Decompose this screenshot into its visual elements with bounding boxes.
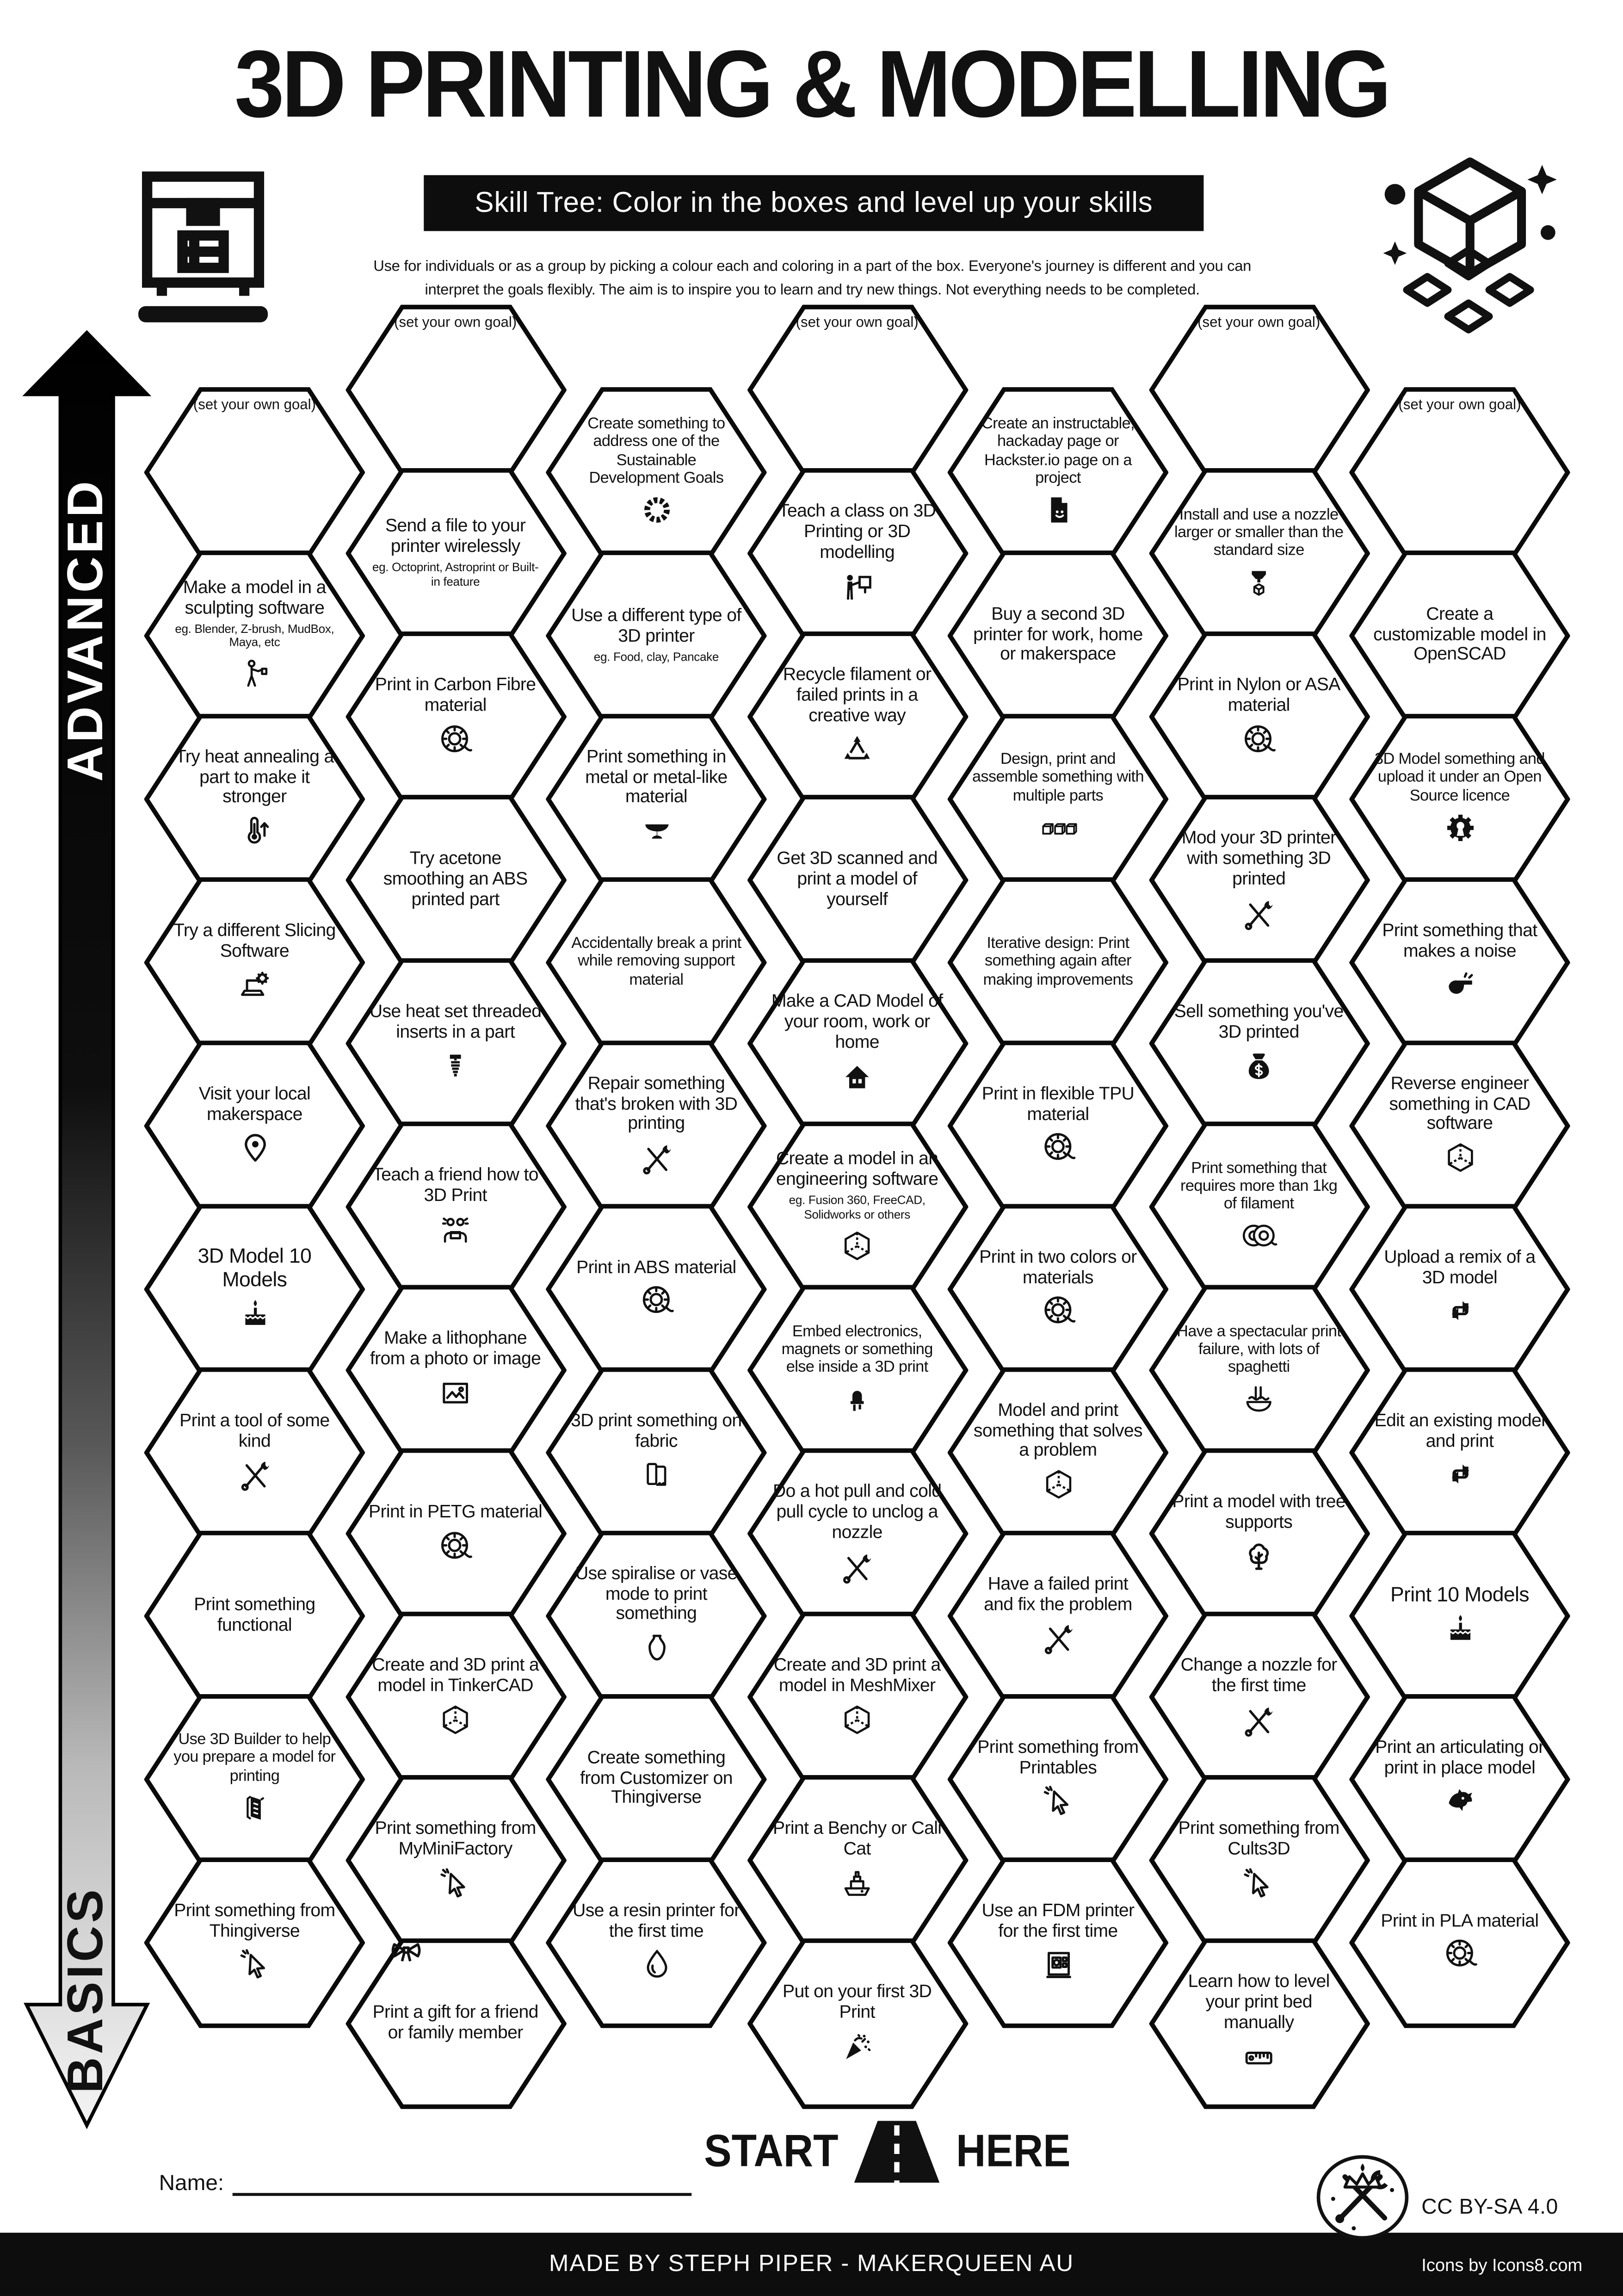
skill-hexagon[interactable] xyxy=(546,1530,766,1701)
filament-spool-icon xyxy=(638,1282,675,1319)
hexagon-content xyxy=(144,386,365,557)
skill-label: Create a customizable model in OpenSCAD xyxy=(1373,603,1546,665)
two-people-laptop-icon xyxy=(437,1211,474,1248)
cube-icon xyxy=(839,1701,876,1738)
skill-label: Put on your first 3D Print xyxy=(783,1981,932,2023)
skill-hexagon[interactable] xyxy=(345,1121,566,1292)
skill-hexagon[interactable] xyxy=(345,795,566,965)
goal-hexagon[interactable] xyxy=(345,305,566,476)
hexagon-content xyxy=(546,386,766,557)
description-line: interpret the goals flexibly. The aim is to inspire you to learn and try new things. Not everything needs to be completed. xyxy=(425,282,1200,298)
skill-hexagon[interactable] xyxy=(144,1857,365,2027)
skill-hexagon[interactable] xyxy=(1349,1367,1570,1537)
skill-label: (set your own goal) xyxy=(796,315,919,331)
skill-label: Create a model in an engineering software xyxy=(776,1148,938,1190)
hexagon-content xyxy=(1148,468,1369,639)
cube-icon xyxy=(1441,1139,1478,1176)
cursor-icon xyxy=(1240,1864,1277,1901)
hexagon-content xyxy=(1148,1938,1369,2109)
filament-spool-icon xyxy=(437,1528,474,1565)
printer-icon xyxy=(1040,1946,1077,1983)
filament-spool-icon xyxy=(1441,1936,1478,1973)
skill-hexagon[interactable] xyxy=(1148,795,1369,965)
skill-label: Print something from MyMiniFactory xyxy=(375,1818,536,1859)
hexagon-content xyxy=(948,1040,1168,1211)
photo-icon xyxy=(437,1374,474,1411)
skill-label: (set your own goal) xyxy=(394,315,517,331)
hexagon-content xyxy=(747,958,968,1129)
hexagon-content xyxy=(1349,877,1570,1047)
hexagon-content xyxy=(948,713,1168,884)
led-icon xyxy=(839,1381,876,1418)
skill-hexagon[interactable] xyxy=(345,631,566,802)
skill-label: (set your own goal) xyxy=(1197,315,1321,331)
skill-hexagon[interactable] xyxy=(1349,1530,1570,1701)
skill-label: Have a failed print and fix the problem xyxy=(984,1572,1132,1614)
skill-hexagon[interactable] xyxy=(345,468,566,639)
skill-hexagon[interactable] xyxy=(948,1203,1168,1374)
hexagon-content xyxy=(345,1612,566,1782)
skill-hexagon[interactable] xyxy=(747,1121,968,1292)
skill-label: Use 3D Builder to help you prepare a model for printing xyxy=(173,1731,336,1785)
skill-label: Model and print something that solves a problem xyxy=(973,1399,1142,1461)
hexagon-content xyxy=(1349,386,1570,557)
skill-label: Print in two colors or materials xyxy=(979,1246,1137,1287)
start-label: START xyxy=(704,2126,839,2176)
hexagon-content xyxy=(948,877,1168,1047)
skill-hexagon[interactable] xyxy=(747,958,968,1129)
skill-label: Print a gift for a friend or family member xyxy=(372,2002,538,2043)
skill-label: Visit your local makerspace xyxy=(198,1083,311,1124)
skill-label: 3D Model something and upload it under an Open Source licence xyxy=(1374,751,1545,805)
skill-label: Print something functional xyxy=(194,1593,315,1634)
skill-label: Print in PETG material xyxy=(369,1501,543,1522)
cake-icon xyxy=(236,1296,273,1333)
hexagon-content xyxy=(948,1693,1168,1864)
skill-hexagon[interactable] xyxy=(1349,1857,1570,2027)
skill-hexagon[interactable] xyxy=(345,1775,566,1946)
tools-icon xyxy=(638,1139,675,1176)
tools-icon xyxy=(839,1548,876,1585)
laptop-gear-icon xyxy=(236,966,273,1003)
skill-hexagon[interactable] xyxy=(1148,1448,1369,1619)
money-bag-icon xyxy=(1240,1048,1277,1085)
filament-spool-icon xyxy=(1040,1293,1077,1330)
hexagon-content xyxy=(345,468,566,639)
skill-label: Send a file to your printer wirelessly xyxy=(385,515,526,557)
skill-label: Print something that requires more than 1kg of filament xyxy=(1180,1159,1338,1213)
skill-hexagon[interactable] xyxy=(1148,468,1369,639)
builder-3d-icon xyxy=(236,1789,273,1826)
subtitle-text: Skill Tree: Color in the boxes and level up your skills xyxy=(475,186,1153,219)
threaded-insert-icon xyxy=(437,1048,474,1085)
skill-hexagon[interactable] xyxy=(948,1530,1168,1701)
hexagon-content xyxy=(345,1938,566,2109)
skill-hexagon[interactable] xyxy=(345,958,566,1129)
cube-icon xyxy=(839,1227,876,1264)
hexagon-content xyxy=(144,1040,365,1211)
hexagon-content xyxy=(345,1775,566,1946)
hexagon-content xyxy=(747,1612,968,1782)
skill-hexagon[interactable] xyxy=(1148,1285,1369,1455)
skill-sublabel: eg. Blender, Z-brush, MudBox, Maya, etc xyxy=(175,622,334,650)
skill-hexagon[interactable] xyxy=(345,1448,566,1619)
skill-hexagon[interactable] xyxy=(144,1693,365,1864)
road-icon xyxy=(855,2121,940,2183)
hexagon-content xyxy=(1148,1285,1369,1455)
skill-label: Use spiralise or vase mode to print something xyxy=(575,1562,737,1624)
skill-hexagon[interactable] xyxy=(1148,1938,1369,2109)
hexagon-content xyxy=(948,1367,1168,1537)
hexagon-content xyxy=(546,550,766,720)
skill-label: Use an FDM printer for the first time xyxy=(981,1899,1135,1941)
skill-label: Print a Benchy or Cali Cat xyxy=(772,1818,942,1859)
hexagon-content xyxy=(747,305,968,476)
tree-icon xyxy=(1240,1538,1277,1575)
hexagon-content xyxy=(1148,1448,1369,1619)
skill-label: Teach a class on 3D Printing or 3D modelling xyxy=(778,501,936,563)
filament-spool-icon xyxy=(437,721,474,758)
skill-hexagon[interactable] xyxy=(144,1203,365,1374)
hexagon-content xyxy=(1148,795,1369,965)
name-label: Name: xyxy=(159,2171,224,2196)
skill-label: Make a model in a sculpting software xyxy=(183,576,326,618)
hexagon-content xyxy=(546,1367,766,1537)
skill-hexagon[interactable] xyxy=(546,1857,766,2027)
remix-icon xyxy=(1441,1456,1478,1493)
cursor-icon xyxy=(437,1864,474,1901)
hexagon-content xyxy=(345,958,566,1129)
skill-hexagon[interactable] xyxy=(1349,713,1570,884)
skill-hexagon[interactable] xyxy=(948,1857,1168,2027)
hexagon-content xyxy=(747,1448,968,1619)
skill-label: Create an instructable, hackaday page or Hackster.io page on a project xyxy=(981,415,1135,487)
skill-label: Print in Carbon Fibre material xyxy=(375,674,536,716)
tools-icon xyxy=(1040,1620,1077,1657)
skill-label: Print something from Printables xyxy=(977,1736,1139,1777)
skill-hexagon[interactable] xyxy=(144,1530,365,1701)
recycle-icon xyxy=(839,731,876,768)
skill-label: Use a different type of 3D printer xyxy=(571,604,741,646)
skill-label: Embed electronics, magnets or something else inside a 3D print xyxy=(781,1323,933,1376)
skill-label: 3D Model 10 Models xyxy=(197,1243,312,1290)
hexagon-content xyxy=(948,1857,1168,2027)
skill-hexagon[interactable] xyxy=(1349,550,1570,720)
skill-label: Make a CAD Model of your room, work or home xyxy=(771,990,943,1052)
skill-label: Upload a remix of a 3D model xyxy=(1384,1246,1536,1287)
start-here xyxy=(704,2121,1070,2183)
hexagon-content xyxy=(144,550,365,720)
resin-drop-icon xyxy=(638,1946,675,1983)
makerqueen-logo-icon xyxy=(1315,2155,1410,2240)
license-label: CC BY-SA 4.0 xyxy=(1421,2196,1558,2220)
skill-hexagon[interactable] xyxy=(546,1203,766,1374)
skill-label: Accidentally break a print while removing support material xyxy=(571,934,741,989)
skill-label: Iterative design: Print something again after making improvements xyxy=(983,934,1133,989)
skill-label: Repair something that's broken with 3D printing xyxy=(575,1072,738,1134)
skill-hexagon[interactable] xyxy=(144,550,365,720)
fabric-icon xyxy=(638,1456,675,1493)
skill-label: Make a lithophane from a photo or image xyxy=(370,1327,541,1369)
open-source-icon xyxy=(1441,809,1478,846)
skill-hexagon[interactable] xyxy=(546,877,766,1047)
hexagon-content xyxy=(144,1530,365,1701)
hexagon-content xyxy=(1349,1857,1570,2027)
hexagon-content xyxy=(1148,1775,1369,1946)
advanced-label: ADVANCED xyxy=(58,478,114,782)
name-input[interactable] xyxy=(233,2166,692,2196)
hexagon-content xyxy=(546,1530,766,1701)
sculptor-icon xyxy=(236,655,273,692)
cubes-icon xyxy=(1040,809,1077,846)
skill-hexagon[interactable] xyxy=(747,468,968,639)
cake-icon xyxy=(1441,1611,1478,1648)
skill-hexagon[interactable] xyxy=(546,1040,766,1211)
skill-hexagon[interactable] xyxy=(948,1040,1168,1211)
skill-hexagon[interactable] xyxy=(1148,1612,1369,1782)
skill-label: Have a spectacular print failure, with lots of spaghetti xyxy=(1177,1323,1341,1376)
skill-label: Use a resin printer for the first time xyxy=(573,1899,740,1941)
skill-hexagon[interactable] xyxy=(747,795,968,965)
skill-label: Print something that makes a noise xyxy=(1382,919,1537,960)
hexagon-content xyxy=(1349,1203,1570,1374)
skill-label: Print a model with tree supports xyxy=(1172,1491,1345,1532)
ruler-icon xyxy=(1240,2038,1277,2075)
skill-hexagon[interactable] xyxy=(948,386,1168,557)
skill-hexagon[interactable] xyxy=(1148,1775,1369,1946)
hexagon-content xyxy=(546,1857,766,2027)
hexagon-content xyxy=(1148,631,1369,802)
skill-hexagon[interactable] xyxy=(546,550,766,720)
skill-label: Install and use a nozzle larger or smaller than the standard size xyxy=(1174,506,1344,560)
cursor-icon xyxy=(1040,1783,1077,1820)
hexagon-content xyxy=(144,1367,365,1537)
skill-label: Reverse engineer something in CAD software xyxy=(1389,1072,1530,1134)
skill-label: Do a hot pull and cold pull cycle to unclog a nozzle xyxy=(772,1480,942,1542)
hexagon-content xyxy=(1349,713,1570,884)
hexagon-content xyxy=(948,1530,1168,1701)
hexagon-content xyxy=(747,1775,968,1946)
skill-label: (set your own goal) xyxy=(1398,396,1521,413)
skill-hexagon[interactable] xyxy=(747,1775,968,1946)
skill-hexagon[interactable] xyxy=(345,1938,566,2109)
skill-label: Try a different Slicing Software xyxy=(173,919,336,960)
hexagon-content xyxy=(1349,1040,1570,1211)
hexagon-content xyxy=(1349,1693,1570,1864)
map-pin-icon xyxy=(236,1129,273,1166)
goal-hexagon[interactable] xyxy=(1349,386,1570,557)
whistle-icon xyxy=(1441,966,1478,1003)
teacher-icon xyxy=(839,568,876,605)
hexagon-content xyxy=(1148,1121,1369,1292)
skill-label: Recycle filament or failed prints in a creative way xyxy=(783,664,932,726)
skill-label: Print in PLA material xyxy=(1381,1910,1539,1931)
skill-label: Design, print and assemble something with multiple parts xyxy=(972,751,1144,805)
skill-label: Create and 3D print a model in TinkerCAD xyxy=(372,1654,539,1696)
hexagon-content xyxy=(546,1040,766,1211)
skill-label: Print something from Thingiverse xyxy=(174,1899,335,1941)
hexagon-content xyxy=(144,713,365,884)
dragon-icon xyxy=(1441,1783,1478,1820)
icons-credit: Icons by Icons8.com xyxy=(1421,2254,1583,2276)
skill-label: Print 10 Models xyxy=(1390,1581,1529,1605)
skill-hexagon[interactable] xyxy=(747,1938,968,2109)
skill-hexagon[interactable] xyxy=(1349,1693,1570,1864)
skill-hexagon[interactable] xyxy=(144,877,365,1047)
skill-hexagon[interactable] xyxy=(144,713,365,884)
skill-label: Buy a second 3D printer for work, home or makerspace xyxy=(973,603,1143,665)
cube-icon xyxy=(437,1701,474,1738)
skill-label: Use heat set threaded inserts in a part xyxy=(369,1001,542,1042)
skill-label: Get 3D scanned and print a model of yourself xyxy=(777,848,938,910)
hexagon-content xyxy=(1349,550,1570,720)
skill-label: Create something from Customizer on Thingiverse xyxy=(580,1746,733,1808)
skill-label: Try acetone smoothing an ABS printed part xyxy=(383,848,528,910)
hexagon-content xyxy=(546,1203,766,1374)
hexagon-content xyxy=(345,305,566,476)
skill-label: Create and 3D print a model in MeshMixer xyxy=(773,1654,941,1696)
skill-label: Print in flexible TPU material xyxy=(981,1083,1135,1124)
name-row xyxy=(159,2166,692,2196)
skill-hexagon[interactable] xyxy=(948,1693,1168,1864)
skill-hexagon[interactable] xyxy=(546,1693,766,1864)
skill-label: Learn how to level your print bed manually xyxy=(1188,1971,1330,2033)
skill-label: Change a nozzle for the first time xyxy=(1180,1654,1337,1696)
hexagon-content xyxy=(345,1121,566,1292)
skill-hexagon[interactable] xyxy=(345,1612,566,1782)
tools-icon xyxy=(236,1456,273,1493)
hexagon-content xyxy=(747,795,968,965)
skill-hexagon[interactable] xyxy=(1148,631,1369,802)
skill-label: Print in Nylon or ASA material xyxy=(1177,674,1340,716)
filament-spool-icon xyxy=(1040,1129,1077,1166)
hexagon-content xyxy=(948,1203,1168,1374)
hexagon-content xyxy=(144,1693,365,1864)
hexagon-content xyxy=(1148,958,1369,1129)
skill-hexagon[interactable] xyxy=(747,1448,968,1619)
remix-icon xyxy=(1441,1293,1478,1330)
skill-hexagon[interactable] xyxy=(144,1367,365,1537)
vase-icon xyxy=(638,1630,675,1667)
hexagon-content xyxy=(747,1121,968,1292)
skill-hexagon[interactable] xyxy=(948,877,1168,1047)
benchy-icon xyxy=(839,1864,876,1901)
skill-hexagon[interactable] xyxy=(948,550,1168,720)
cube-icon xyxy=(1040,1467,1077,1504)
skill-label: Sell something you've 3D printed xyxy=(1174,1001,1344,1042)
skill-hexagon[interactable] xyxy=(546,1367,766,1537)
hexagon-content xyxy=(345,795,566,965)
goal-hexagon[interactable] xyxy=(144,386,365,557)
made-by-credit: MADE BY STEPH PIPER - MAKERQUEEN AU xyxy=(549,2252,1074,2277)
hexagon-content xyxy=(144,877,365,1047)
skill-label: Print something from Cults3D xyxy=(1178,1818,1339,1859)
skill-hexagon[interactable] xyxy=(747,1612,968,1782)
skill-hexagon[interactable] xyxy=(546,713,766,884)
sdg-ring-icon xyxy=(638,491,675,528)
hexagon-content xyxy=(1349,1367,1570,1537)
skill-label: Print an articulating or print in place model xyxy=(1375,1736,1544,1777)
skill-hexagon[interactable] xyxy=(1148,1121,1369,1292)
hexagon-content xyxy=(345,1285,566,1455)
hexagon-content xyxy=(1148,305,1369,476)
skill-hexagon[interactable] xyxy=(1349,1040,1570,1211)
hexagon-content xyxy=(1349,1530,1570,1701)
skill-label: (set your own goal) xyxy=(193,396,316,413)
skill-label: Print in ABS material xyxy=(576,1256,736,1277)
tools-icon xyxy=(1240,895,1277,932)
skill-hexagon[interactable] xyxy=(345,1285,566,1455)
spaghetti-icon xyxy=(1240,1381,1277,1418)
hexagon-content xyxy=(948,550,1168,720)
page-title: 3D PRINTING & MODELLING xyxy=(234,31,1389,137)
skill-label: Try heat annealing a part to make it stronger xyxy=(175,745,334,807)
hexagon-content xyxy=(546,877,766,1047)
hexagon-content xyxy=(747,1285,968,1455)
goal-hexagon[interactable] xyxy=(747,305,968,476)
filament-spool-icon xyxy=(1240,721,1277,758)
nozzle-icon xyxy=(1240,564,1277,601)
skill-hexagon[interactable] xyxy=(747,1285,968,1455)
skill-label: Print a tool of some kind xyxy=(179,1409,330,1451)
skill-hexagon[interactable] xyxy=(546,386,766,557)
hexagon-content xyxy=(948,386,1168,557)
skill-hexagon[interactable] xyxy=(1349,1203,1570,1374)
skill-label: 3D print something on fabric xyxy=(571,1409,742,1451)
hexagon-content xyxy=(747,1938,968,2109)
skill-hexagon[interactable] xyxy=(747,631,968,802)
party-popper-icon xyxy=(839,2028,876,2065)
skill-label: Print something in metal or metal-like material xyxy=(585,745,728,807)
skill-hexagon[interactable] xyxy=(948,1367,1168,1537)
hexagon-content xyxy=(144,1203,365,1374)
hexagon-content xyxy=(546,713,766,884)
tools-icon xyxy=(1240,1701,1277,1738)
skill-label: Edit an existing model and print xyxy=(1374,1409,1545,1451)
skill-hexagon[interactable] xyxy=(1148,958,1369,1129)
hexagon-content xyxy=(747,631,968,802)
skill-sublabel: eg. Food, clay, Pancake xyxy=(593,650,719,663)
hexagon-content xyxy=(345,1448,566,1619)
anvil-icon xyxy=(638,813,675,850)
skill-label: Teach a friend how to 3D Print xyxy=(372,1164,538,1206)
skill-label: Mod your 3D printer with something 3D printed xyxy=(1181,827,1336,889)
basics-label: BASICS xyxy=(58,1886,114,2093)
skill-sublabel: eg. Octoprint, Astroprint or Built-in feature xyxy=(372,561,539,589)
hexagon-content xyxy=(747,468,968,639)
hexagon-content xyxy=(345,631,566,802)
hexagon-content xyxy=(144,1857,365,2027)
here-label: HERE xyxy=(956,2126,1071,2176)
gift-bow-icon xyxy=(383,1928,427,1972)
double-spool-icon xyxy=(1240,1218,1277,1255)
cursor-icon xyxy=(236,1946,273,1983)
hexagon-content xyxy=(1148,1612,1369,1782)
thermometer-up-icon xyxy=(236,813,273,850)
skill-hexagon[interactable] xyxy=(948,713,1168,884)
goal-hexagon[interactable] xyxy=(1148,305,1369,476)
house-icon xyxy=(839,1058,876,1095)
document-icon xyxy=(1040,491,1077,528)
description-line: Use for individuals or as a group by picking a colour each and coloring in a part of the box. Everyone's journey is different and you can xyxy=(373,259,1252,275)
skill-hexagon[interactable] xyxy=(144,1040,365,1211)
skill-label: Create something to address one of the Sustainable Development Goals xyxy=(587,415,725,487)
skill-hexagon[interactable] xyxy=(1349,877,1570,1047)
skill-sublabel: eg. Fusion 360, FreeCAD, Solidworks or others xyxy=(789,1194,926,1222)
hexagon-content xyxy=(546,1693,766,1864)
